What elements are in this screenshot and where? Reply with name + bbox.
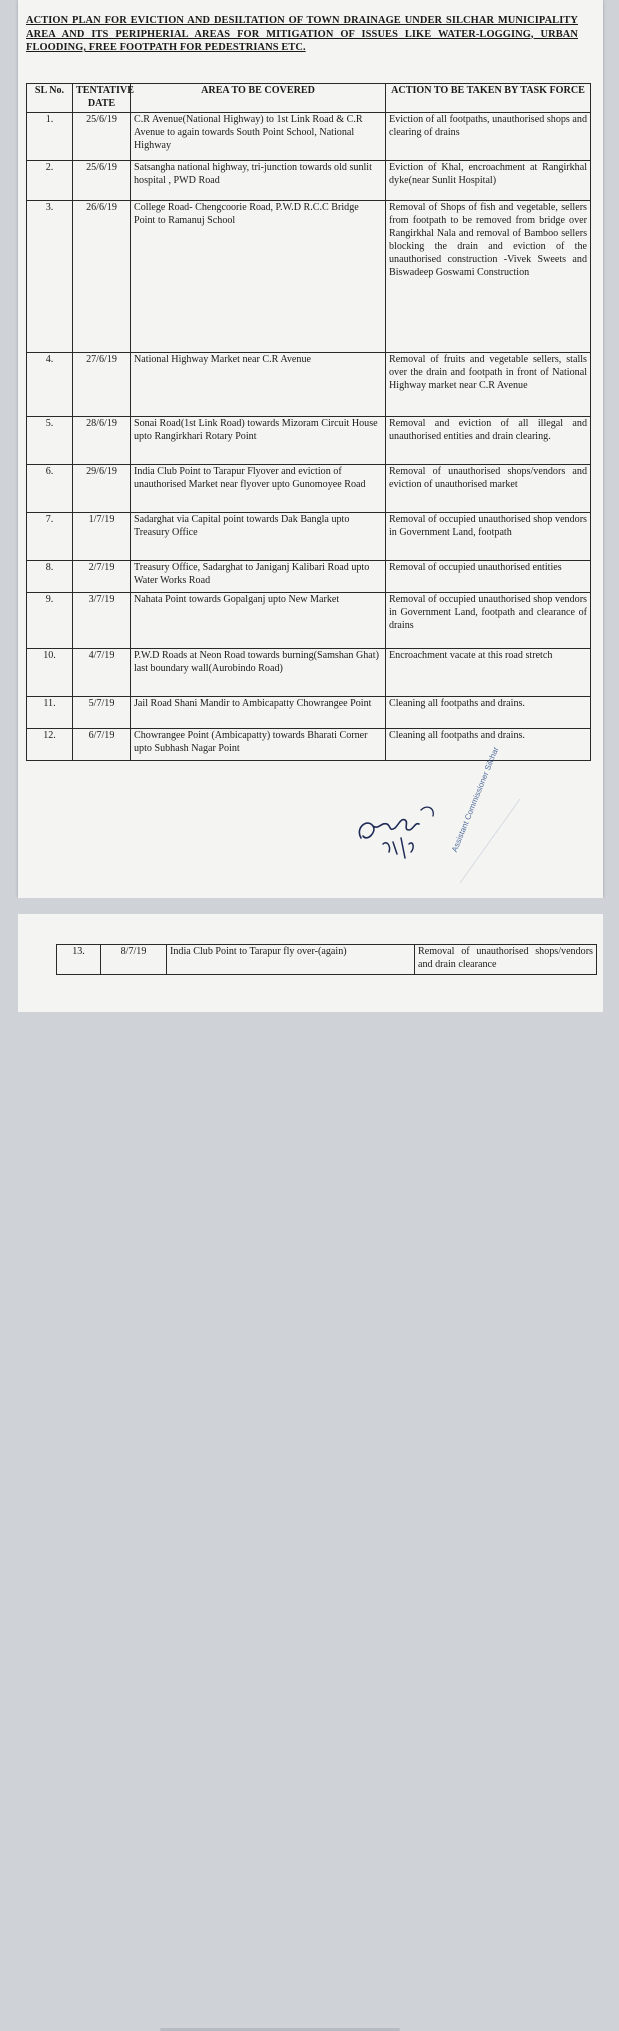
continuation-table bbox=[56, 944, 597, 975]
cell-area: National Highway Market near C.R Avenue bbox=[131, 353, 386, 417]
header-tentative-date: TENTATIVE DATE bbox=[73, 84, 131, 113]
cell-date: 6/7/19 bbox=[73, 729, 131, 761]
stamp-text: Assistant Commissioner Silchar bbox=[450, 745, 501, 854]
document-page-2 bbox=[18, 914, 603, 1024]
cell-action: Removal of fruits and vegetable sellers, stalls over the drain and footpath in front of National Highway market near C.R Avenue bbox=[386, 353, 591, 417]
table-row bbox=[27, 353, 591, 417]
cell-date: 27/6/19 bbox=[73, 353, 131, 417]
cell-sl-no: 4. bbox=[27, 353, 73, 417]
cell-sl-no: 12. bbox=[27, 729, 73, 761]
table-row bbox=[27, 729, 591, 761]
cell-action: Eviction of Khal, encroachment at Rangirkhal dyke(near Sunlit Hospital) bbox=[386, 161, 591, 201]
table-row bbox=[27, 561, 591, 593]
cell-date: 5/7/19 bbox=[73, 697, 131, 729]
cell-sl-no: 9. bbox=[27, 593, 73, 649]
table-row bbox=[57, 945, 597, 975]
cell-action: Cleaning all footpaths and drains. bbox=[386, 729, 591, 761]
official-stamp bbox=[450, 745, 530, 885]
cell-date: 29/6/19 bbox=[73, 465, 131, 513]
table-row bbox=[27, 593, 591, 649]
cell-area: Nahata Point towards Gopalganj upto New Market bbox=[131, 593, 386, 649]
cell-sl-no: 3. bbox=[27, 201, 73, 353]
table-header-row bbox=[27, 84, 591, 113]
table-row bbox=[27, 113, 591, 161]
cell-area: Jail Road Shani Mandir to Ambicapatty Chowrangee Point bbox=[131, 697, 386, 729]
table-row bbox=[27, 201, 591, 353]
table-body bbox=[27, 113, 591, 761]
document-title: ACTION PLAN FOR EVICTION AND DESILTATION OF TOWN DRAINAGE UNDER SILCHAR MUNICIPALITY AREA AND ITS PERIPHERIAL AREAS FOR MITIGATION OF ISSUES LIKE WATER-LOGGING, URBAN FLOODING, FREE FOOTPATH FOR PEDESTRIANS ETC. bbox=[26, 15, 578, 53]
cell-area: Satsangha national highway, tri-junction towards old sunlit hospital , PWD Road bbox=[131, 161, 386, 201]
cell-sl-no: 7. bbox=[27, 513, 73, 561]
table-row bbox=[27, 697, 591, 729]
table-row bbox=[27, 417, 591, 465]
cell-date: 2/7/19 bbox=[73, 561, 131, 593]
cell-sl-no: 6. bbox=[27, 465, 73, 513]
cell-date: 4/7/19 bbox=[73, 649, 131, 697]
cell-sl-no: 8. bbox=[27, 561, 73, 593]
cell-date: 25/6/19 bbox=[73, 161, 131, 201]
cell-date: 28/6/19 bbox=[73, 417, 131, 465]
document-page-1 bbox=[18, 0, 603, 898]
table-row bbox=[27, 465, 591, 513]
cell-date: 3/7/19 bbox=[73, 593, 131, 649]
cell-area: Chowrangee Point (Ambicapatty) towards Bharati Corner upto Subhash Nagar Point bbox=[131, 729, 386, 761]
cell-area: India Club Point to Tarapur fly over-(again) bbox=[167, 945, 415, 975]
cell-action: Removal of unauthorised shops/vendors and eviction of unauthorised market bbox=[386, 465, 591, 513]
cell-date: 1/7/19 bbox=[73, 513, 131, 561]
cell-sl-no: 5. bbox=[27, 417, 73, 465]
table-row bbox=[27, 513, 591, 561]
cell-area: Sonai Road(1st Link Road) towards Mizoram Circuit House upto Rangirkhari Rotary Point bbox=[131, 417, 386, 465]
cell-action: Removal of occupied unauthorised shop vendors in Government Land, footpath and clearance of drains bbox=[386, 593, 591, 649]
cell-action: Removal of occupied unauthorised shop vendors in Government Land, footpath bbox=[386, 513, 591, 561]
cell-action: Removal of Shops of fish and vegetable, sellers from footpath to be removed from bridge over Rangirkhal Nala and removal of Bamboo sellers blocking the drain and eviction of the unauthorised construction -Vivek Sweets and Biswadeep Goswami Construction bbox=[386, 201, 591, 353]
cell-date: 25/6/19 bbox=[73, 113, 131, 161]
cell-sl-no: 13. bbox=[57, 945, 101, 975]
cell-sl-no: 10. bbox=[27, 649, 73, 697]
cell-sl-no: 2. bbox=[27, 161, 73, 201]
cell-sl-no: 11. bbox=[27, 697, 73, 729]
bottom-bar bbox=[0, 1012, 619, 1024]
cell-action: Cleaning all footpaths and drains. bbox=[386, 697, 591, 729]
action-plan-table bbox=[26, 83, 591, 761]
cell-area: India Club Point to Tarapur Flyover and eviction of unauthorised Market near flyover upto Gunomoyee Road bbox=[131, 465, 386, 513]
table-row bbox=[27, 649, 591, 697]
cell-area: C.R Avenue(National Highway) to 1st Link Road & C.R Avenue to again towards South Point School, National Highway bbox=[131, 113, 386, 161]
cell-date: 8/7/19 bbox=[101, 945, 167, 975]
header-action: ACTION TO BE TAKEN BY TASK FORCE bbox=[386, 84, 591, 113]
cell-action: Removal of occupied unauthorised entities bbox=[386, 561, 591, 593]
cell-action: Removal and eviction of all illegal and unauthorised entities and drain clearing. bbox=[386, 417, 591, 465]
header-sl-no: SL No. bbox=[27, 84, 73, 113]
cell-area: P.W.D Roads at Neon Road towards burning(Samshan Ghat) last boundary wall(Aurobindo Road) bbox=[131, 649, 386, 697]
handwritten-signature bbox=[353, 800, 443, 870]
header-area: AREA TO BE COVERED bbox=[131, 84, 386, 113]
cell-date: 26/6/19 bbox=[73, 201, 131, 353]
cell-sl-no: 1. bbox=[27, 113, 73, 161]
cell-action: Removal of unauthorised shops/vendors and drain clearance bbox=[415, 945, 597, 975]
cell-area: Treasury Office, Sadarghat to Janiganj Kalibari Road upto Water Works Road bbox=[131, 561, 386, 593]
cell-area: Sadarghat via Capital point towards Dak Bangla upto Treasury Office bbox=[131, 513, 386, 561]
cell-area: College Road- Chengcoorie Road, P.W.D R.C.C Bridge Point to Ramanuj School bbox=[131, 201, 386, 353]
table-row bbox=[27, 161, 591, 201]
cell-action: Eviction of all footpaths, unauthorised shops and clearing of drains bbox=[386, 113, 591, 161]
page-gap bbox=[0, 898, 619, 914]
cell-action: Encroachment vacate at this road stretch bbox=[386, 649, 591, 697]
